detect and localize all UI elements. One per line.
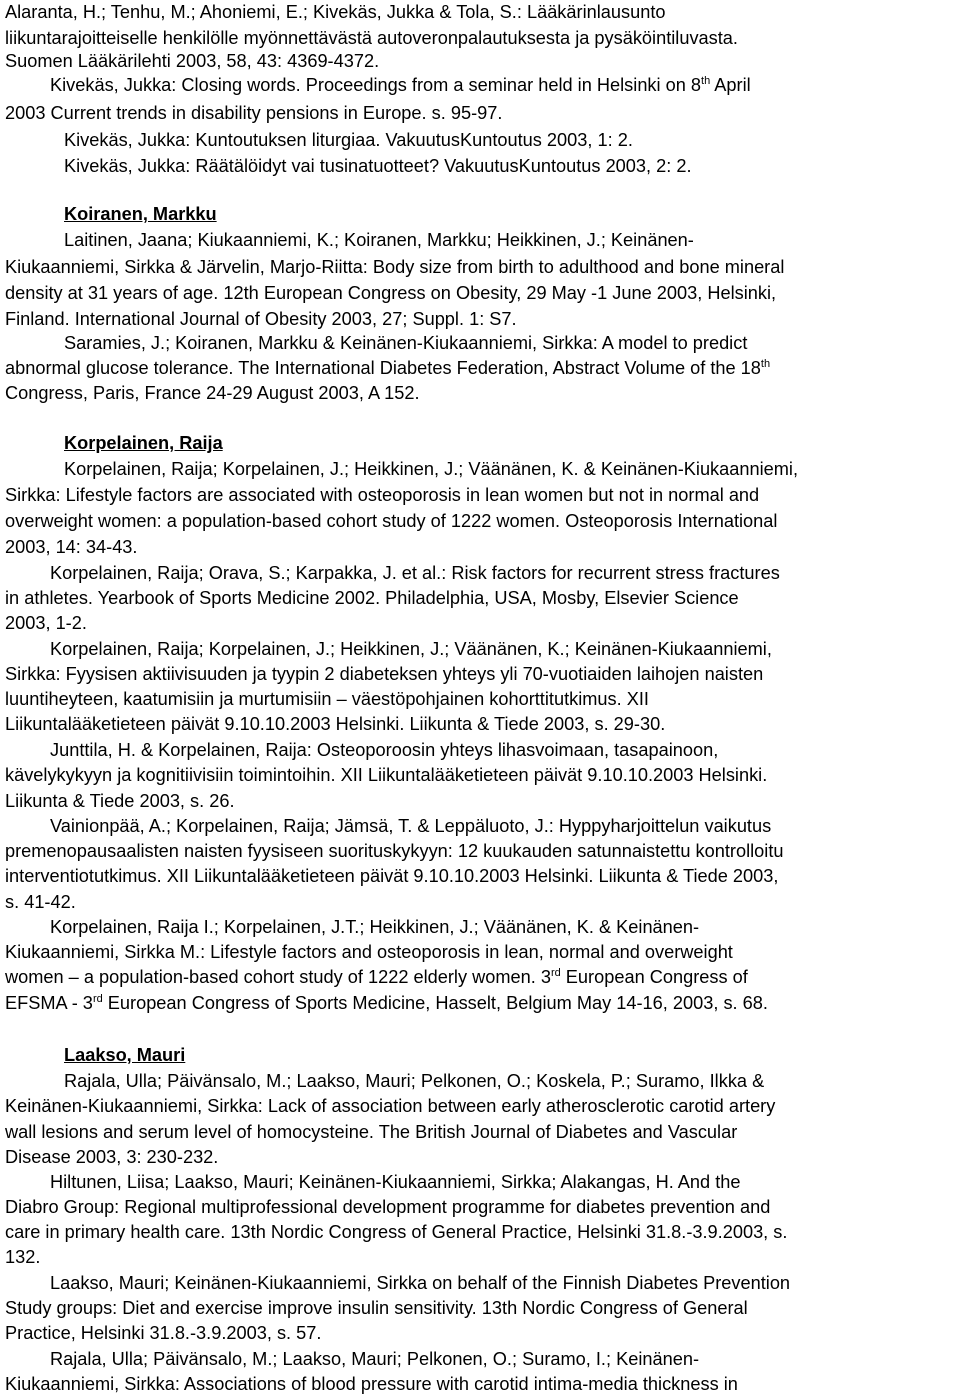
text-line: Finland. International Journal of Obesity 2003, 27; Suppl. 1: S7. [5,309,517,329]
text-line: kävelykykyyn ja kognitiivisiin toimintoihin. XII Liikuntalääketieteen päivät 9.10.10.2003 Helsinki. [5,765,768,785]
text-line: Diabro Group: Regional multiprofessional development programme for diabetes prevention and [5,1197,771,1217]
text-line: Sirkka: Lifestyle factors are associated with osteoporosis in lean women but not in normal and [5,485,760,505]
text-run: EFSMA - 3 [5,993,93,1013]
text-line: density at 31 years of age. 12th European Congress on Obesity, 29 May -1 June 2003, Helsinki, [5,283,777,303]
text-line: liikuntarajoitteiselle henkilölle myönnettävästä autoveronpalautuksesta ja pysäköintiluvasta. [5,28,738,48]
text-line: overweight women: a population-based cohort study of 1222 women. Osteoporosis International [5,511,778,531]
text-line: Korpelainen, Raija; Orava, S.; Karpakka, J. et al.: Risk factors for recurrent stress fractures [50,563,780,583]
text-run: women – a population-based cohort study of 1222 elderly women. 3 [5,967,551,987]
text-line [5,994,768,1012]
text-run: Proceedings from a seminar held in Helsinki on 8 [305,75,702,95]
text-line: Laakso, Mauri; Keinänen-Kiukaanniemi, Sirkka on behalf of the Finnish Diabetes Prevention [50,1273,791,1293]
text-line: Kiukaanniemi, Sirkka: Associations of blood pressure with carotid intima-media thickness in [5,1374,738,1394]
text-run: European Congress of Sports Medicine, Hasselt, Belgium May 14-16, 2003, s. 68. [102,993,768,1013]
text-line: interventiotutkimus. XII Liikuntalääketieteen päivät 9.10.10.2003 Helsinki. Liikunta & Tiede 2003, [5,866,779,886]
section-heading: Korpelainen, Raija [64,433,223,453]
superscript: rd [550,967,561,979]
text-line: Laitinen, Jaana; Kiukaanniemi, K.; Koiranen, Markku; Heikkinen, J.; Keinänen- [64,230,694,250]
text-line: Sirkka: Fyysisen aktiivisuuden ja tyypin 2 diabeteksen yhteys yli 70-vuotiaiden laihojen naisten [5,664,764,684]
text-line: luuntiheyteen, kaatumisiin ja murtumisiin – väestöpohjainen kohorttitutkimus. XII [5,689,649,709]
text-line: Rajala, Ulla; Päivänsalo, M.; Laakso, Mauri; Pelkonen, O.; Suramo, I.; Keinänen- [50,1349,700,1369]
text-line: wall lesions and serum level of homocysteine. The British Journal of Diabetes and Vascular [5,1122,738,1142]
text-line: premenopausaalisten naisten fyysiseen suorituskykyyn: 12 kuukauden satunnaistettu kontrolloitu [5,841,784,861]
text-line: Junttila, H. & Korpelainen, Raija: Osteoporoosin yhteys lihasvoimaan, tasapainoon, [50,740,719,760]
text-line: Korpelainen, Raija; Korpelainen, J.; Heikkinen, J.; Väänänen, K.; Keinänen-Kiukaanniemi, [50,639,772,659]
text-line: Hiltunen, Liisa; Laakso, Mauri; Keinänen-Kiukaanniemi, Sirkka; Alakangas, H. And the [50,1172,741,1192]
text-run: April [710,75,751,95]
text-line: Study groups: Diet and exercise improve insulin sensitivity. 13th Nordic Congress of General [5,1298,748,1318]
text-line: Vainionpää, A.; Korpelainen, Raija; Jämsä, T. & Leppäluoto, J.: Hyppyharjoittelun vaikutus [50,816,772,836]
section-heading: Laakso, Mauri [64,1045,186,1065]
text-line: Kivekäs, Jukka: Kuntoutuksen liturgiaa. VakuutusKuntoutus 2003, 1: 2. [64,130,633,150]
text-run: abnormal glucose tolerance. The International Diabetes Federation, Abstract Volume of the 18 [5,358,761,378]
text-line: Kiukaanniemi, Sirkka & Järvelin, Marjo-Riitta: Body size from birth to adulthood and bone mineral [5,257,785,277]
text-line: in athletes. Yearbook of Sports Medicine 2002. Philadelphia, USA, Mosby, Elsevier Science [5,588,739,608]
superscript: th [701,75,711,87]
text-line: 2003, 1-2. [5,613,87,633]
text-line: Suomen Lääkärilehti 2003, 58, 43: 4369-4372. [5,51,380,71]
text-line: Saramies, J.; Koiranen, Markku & Keinänen-Kiukaanniemi, Sirkka: A model to predict [64,333,748,353]
text-line: 132. [5,1247,41,1267]
text-line: Liikuntalääketieteen päivät 9.10.10.2003 Helsinki. Liikunta & Tiede 2003, s. 29-30. [5,714,666,734]
text-line: 2003, 14: 34-43. [5,537,138,557]
text-line: Korpelainen, Raija; Korpelainen, J.; Heikkinen, J.; Väänänen, K. & Keinänen-Kiukaanniemi, [64,459,799,479]
text-line: Liikunta & Tiede 2003, s. 26. [5,791,235,811]
text-line: Disease 2003, 3: 230-232. [5,1147,219,1167]
text-line: Kiukaanniemi, Sirkka M.: Lifestyle factors and osteoporosis in lean, normal and overweight [5,942,733,962]
text-run: European Congress of [560,967,748,987]
text-line: Korpelainen, Raija I.; Korpelainen, J.T.; Heikkinen, J.; Väänänen, K. & Keinänen- [50,917,700,937]
text-line: Rajala, Ulla; Päivänsalo, M.; Laakso, Mauri; Pelkonen, O.; Koskela, P.; Suramo, Ilkka & [64,1071,765,1091]
text-line: Keinänen-Kiukaanniemi, Sirkka: Lack of association between early atherosclerotic carotid artery [5,1096,776,1116]
superscript: rd [92,993,103,1005]
text-line: s. 41-42. [5,892,76,912]
text-run: Kivekäs, Jukka: Closing words. [50,75,301,95]
text-line [50,76,751,94]
text-line [5,968,748,986]
text-line: Kivekäs, Jukka: Räätälöidyt vai tusinatuotteet? VakuutusKuntoutus 2003, 2: 2. [64,156,692,176]
text-line: 2003 Current trends in disability pensions in Europe. s. 95-97. [5,103,503,123]
text-line: Practice, Helsinki 31.8.-3.9.2003, s. 57. [5,1323,322,1343]
text-line: Congress, Paris, France 24-29 August 2003, A 152. [5,383,420,403]
text-line: care in primary health care. 13th Nordic Congress of General Practice, Helsinki 31.8.-3.9.2003, s. [5,1222,788,1242]
section-heading: Koiranen, Markku [64,204,217,224]
text-line: Alaranta, H.; Tenhu, M.; Ahoniemi, E.; Kivekäs, Jukka & Tola, S.: Lääkärinlausunto [5,2,666,22]
superscript: th [760,358,771,370]
text-line [5,359,770,377]
